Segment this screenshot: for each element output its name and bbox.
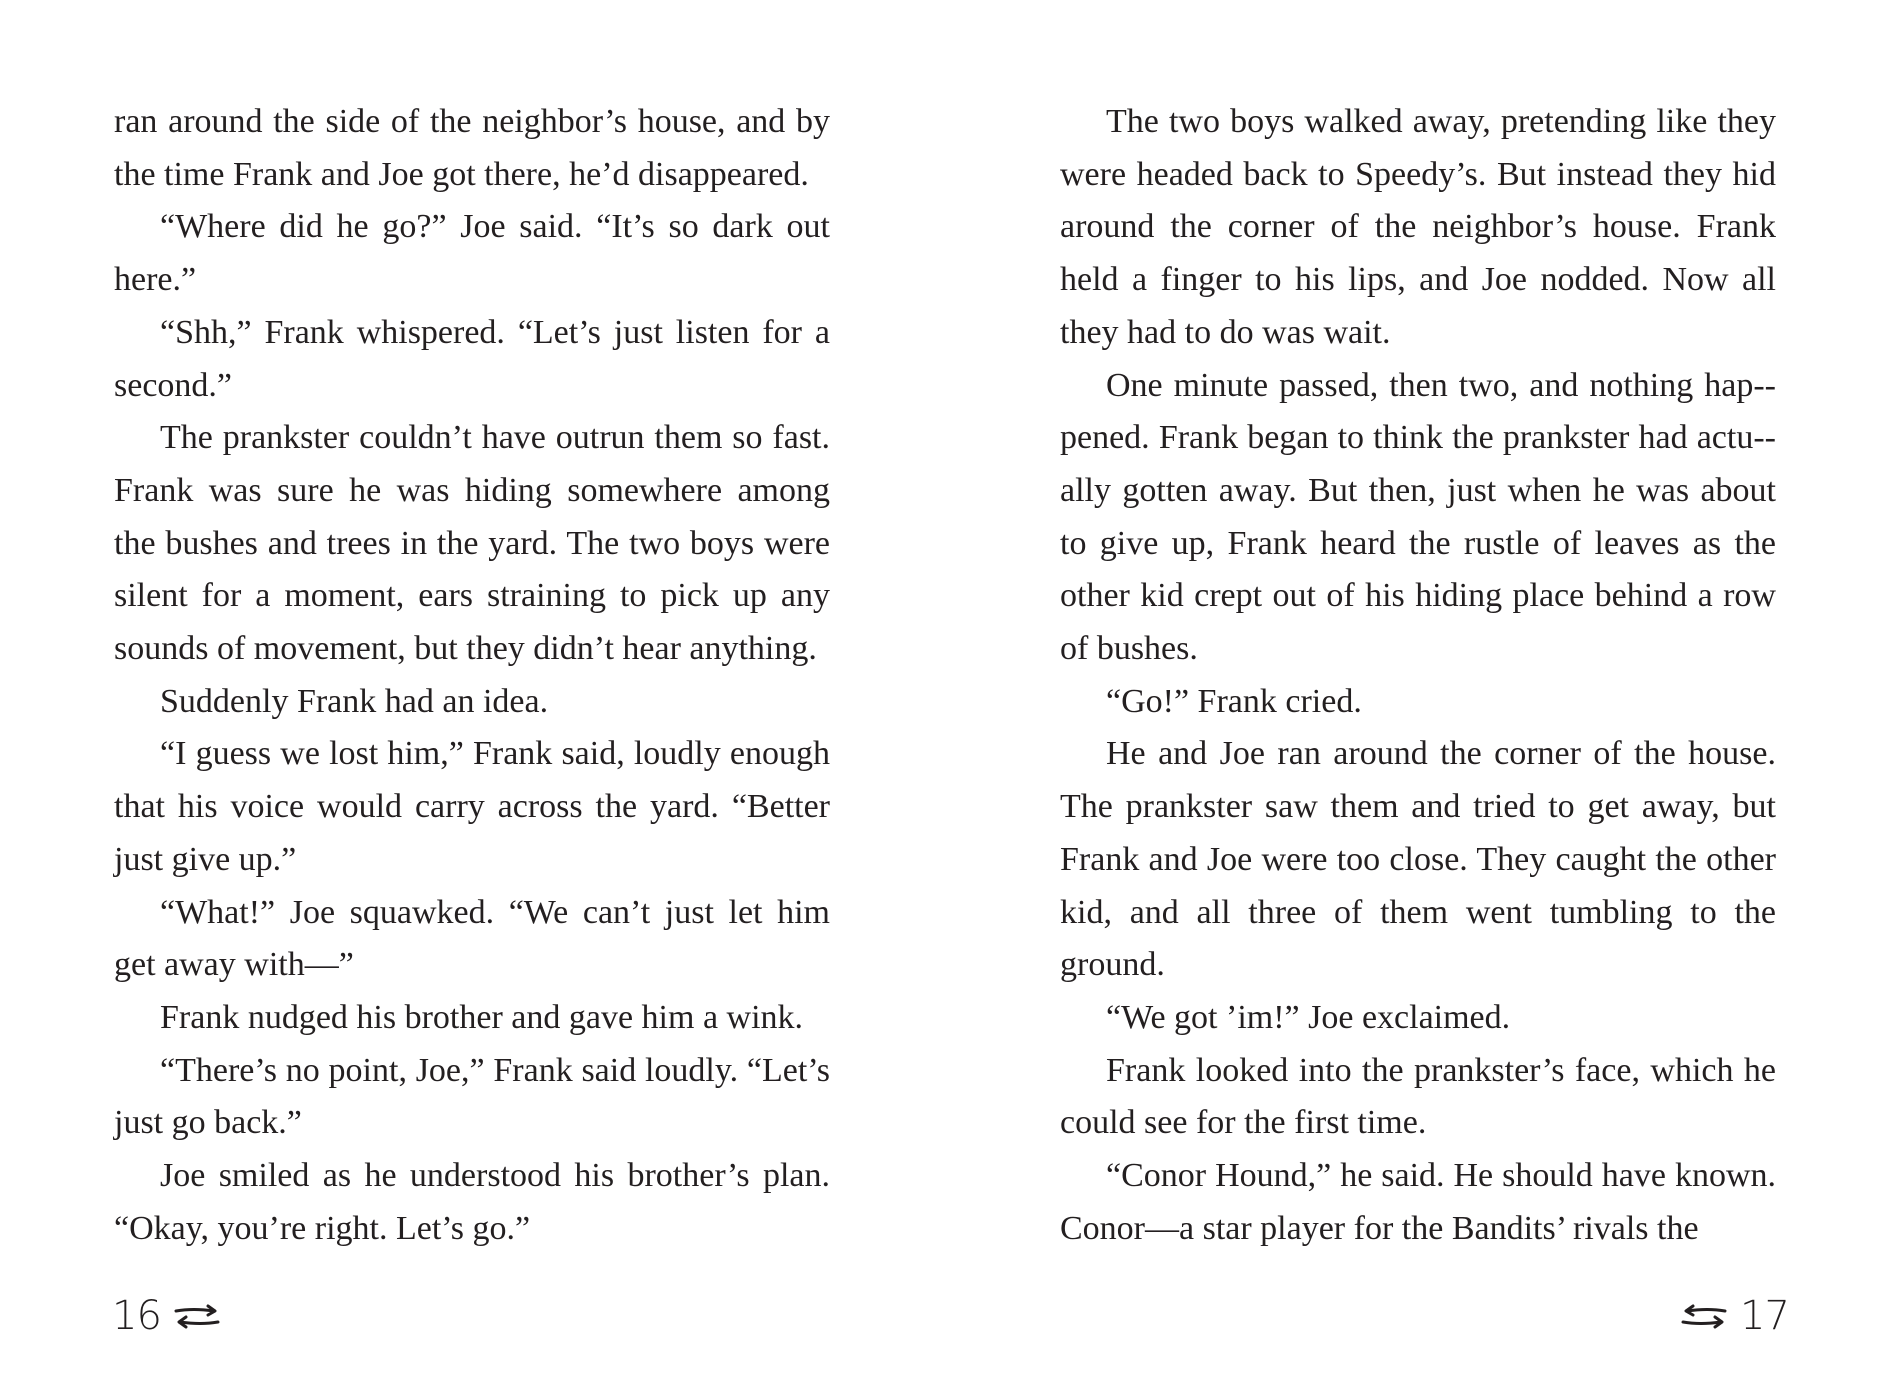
left-paragraph-5: Suddenly Frank had an idea. [160,682,549,720]
left-paragraph-2: “Where did he go?” Joe said. “It’s so dark out here.” [114,208,830,299]
left-paragraph-7: “What!” Joe squawked. “We can’t just let him get away with—” [114,893,830,984]
right-paragraph-3: “Go!” Frank cried. [1106,682,1362,720]
double-arrow-left-icon [1680,1302,1728,1330]
double-arrow-right-icon [173,1302,221,1330]
right-paragraph-7: “Conor Hound,” he said. He should have known. Conor—a star player for the Bandits’ rivals the [1060,1157,1776,1247]
left-paragraph-4: The prankster couldn’t have outrun them so fast. Frank was sure he was hiding somewhere among the bushes and trees in the yard. The two boys were silent for a moment, ears straining to pick up any sounds of movement, but they didn’t hear anything. [114,419,830,668]
right-page-footer [1680,1288,1789,1344]
left-paragraph-1: ran around the side of the neighbor’s house, and by the time Frank and Joe got there, he’d disappeared. [114,103,830,193]
right-paragraph-4: He and Joe ran around the corner of the house. The prankster saw them and tried to get away, but Frank and Joe were too close. They caught the other kid, and all three of them went tumbling to the ground. [1060,735,1776,984]
right-paragraph-6: Frank looked into the prankster’s face, which he could see for the first time. [1060,1051,1776,1142]
left-paragraph-8: Frank nudged his brother and gave him a wink. [160,998,804,1036]
page-number-left: 16 [112,1293,161,1339]
right-paragraph-2: One minute passed, then two, and nothing hap-pened. Frank began to think the prankster had actu-ally gotten away. But then, just when he was about to give up, Frank heard the rustle of leaves as the other kid crept out of his hiding place behind a row of bushes. [1060,366,1776,668]
left-paragraph-9: “There’s no point, Joe,” Frank said loudly. “Let’s just go back.” [114,1051,830,1142]
left-paragraph-10: Joe smiled as he understood his brother’s plan. “Okay, you’re right. Let’s go.” [114,1157,830,1247]
left-paragraph-6: “I guess we lost him,” Frank said, loudly enough that his voice would carry across the yard. “Better just give up.” [114,735,830,878]
right-paragraph-5: “We got ’im!” Joe exclaimed. [1106,998,1511,1036]
right-page-text [1060,96,1776,1255]
left-page-footer [112,1288,221,1344]
left-page-text [114,96,830,1255]
page-number-right: 17 [1740,1293,1789,1339]
right-paragraph-1: The two boys walked away, pretending like they were headed back to Speedy’s. But instead they hid around the corner of the neighbor’s house. Frank held a finger to his lips, and Joe nodded. Now all they had to do was wait. [1060,103,1776,351]
left-paragraph-3: “Shh,” Frank whispered. “Let’s just listen for a second.” [114,313,830,404]
